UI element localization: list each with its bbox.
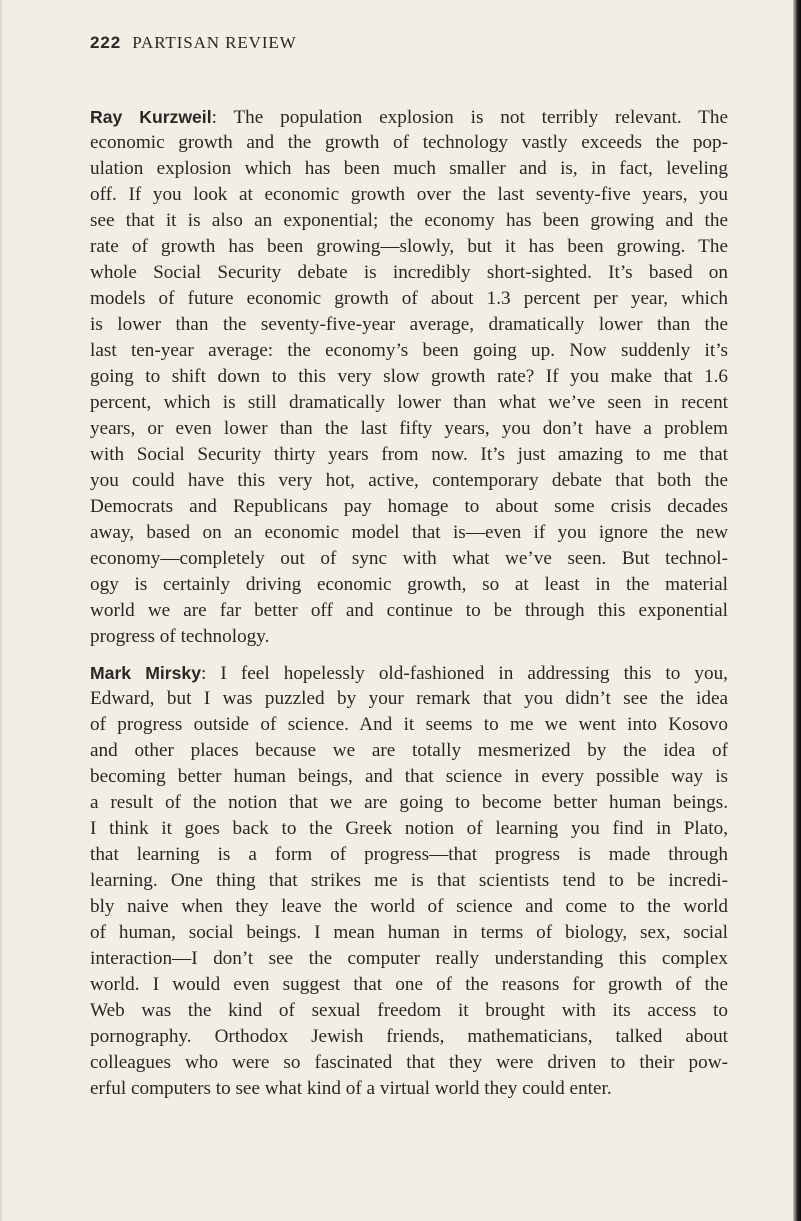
text-line: and other places because we are totally mesmerized by the idea of xyxy=(90,740,728,761)
text-line: years, or even lower than the last fifty years, you don’t have a problem xyxy=(90,418,728,439)
text-line: that learning is a form of progress—that progress is made through xyxy=(90,844,728,865)
text-line: you could have this very hot, active, contemporary debate that both the xyxy=(90,470,728,491)
text-line: progress of technology. xyxy=(90,626,270,647)
text-line: last ten-year average: the economy’s been going up. Now suddenly it’s xyxy=(90,340,728,361)
text-line: I think it goes back to the Greek notion of learning you find in Plato, xyxy=(90,818,728,839)
text-line: is lower than the seventy-five-year average, dramatically lower than the xyxy=(90,314,728,335)
speaker-name: Mark Mirsky xyxy=(90,663,201,683)
text-line: away, based on an economic model that is—even if you ignore the new xyxy=(90,522,728,543)
text-line: interaction—I don’t see the computer really understanding this complex xyxy=(90,948,728,969)
text-line: of progress outside of science. And it seems to me we went into Kosovo xyxy=(90,714,728,735)
text-line: Mark Mirsky: I feel hopelessly old-fashioned in addressing this to you, xyxy=(90,663,728,684)
page-number: 222 xyxy=(90,33,122,52)
text-line: erful computers to see what kind of a virtual world they could enter. xyxy=(90,1078,612,1099)
text-line: models of future economic growth of about 1.3 percent per year, which xyxy=(90,288,728,309)
text-line: see that it is also an exponential; the economy has been growing and the xyxy=(90,210,728,231)
text-line: world we are far better off and continue to be through this exponential xyxy=(90,600,728,621)
text-line: economy—completely out of sync with what we’ve seen. But technol- xyxy=(90,548,728,569)
journal-title: PARTISAN REVIEW xyxy=(132,33,297,52)
text-line: percent, which is still dramatically lower than what we’ve seen in recent xyxy=(90,392,728,413)
text-line: pornography. Orthodox Jewish friends, mathematicians, talked about xyxy=(90,1026,728,1047)
text-line: Web was the kind of sexual freedom it brought with its access to xyxy=(90,1000,728,1021)
text-line: world. I would even suggest that one of the reasons for growth of the xyxy=(90,974,728,995)
text-line: bly naive when they leave the world of science and come to the world xyxy=(90,896,728,917)
speech-paragraph xyxy=(90,104,728,650)
text-line: Edward, but I was puzzled by your remark that you didn’t see the idea xyxy=(90,688,728,709)
text-line: with Social Security thirty years from now. It’s just amazing to me that xyxy=(90,444,728,465)
text-line: ulation explosion which has been much smaller and is, in fact, leveling xyxy=(90,158,728,179)
text-line: learning. One thing that strikes me is that scientists tend to be incredi- xyxy=(90,870,728,891)
speech-paragraph xyxy=(90,660,728,1102)
text-line: of human, social beings. I mean human in terms of biology, sex, social xyxy=(90,922,728,943)
text-line: economic growth and the growth of technology vastly exceeds the pop- xyxy=(90,132,728,153)
text-line: off. If you look at economic growth over the last seventy-five years, you xyxy=(90,184,728,205)
text-line: ogy is certainly driving economic growth, so at least in the material xyxy=(90,574,728,595)
text-line: Ray Kurzweil: The population explosion is not terribly relevant. The xyxy=(90,107,728,128)
text-line: a result of the notion that we are going to become better human beings. xyxy=(90,792,728,813)
page-left-edge xyxy=(0,0,3,1221)
speaker-name: Ray Kurzweil xyxy=(90,107,212,127)
text-line: whole Social Security debate is incredibly short-sighted. It’s based on xyxy=(90,262,728,283)
running-head xyxy=(90,33,297,53)
text-line: going to shift down to this very slow growth rate? If you make that 1.6 xyxy=(90,366,728,387)
text-line: rate of growth has been growing—slowly, but it has been growing. The xyxy=(90,236,728,257)
text-line: colleagues who were so fascinated that they were driven to their pow- xyxy=(90,1052,728,1073)
text-line: becoming better human beings, and that science in every possible way is xyxy=(90,766,728,787)
page-binding-edge xyxy=(793,0,801,1221)
text-line: Democrats and Republicans pay homage to about some crisis decades xyxy=(90,496,728,517)
